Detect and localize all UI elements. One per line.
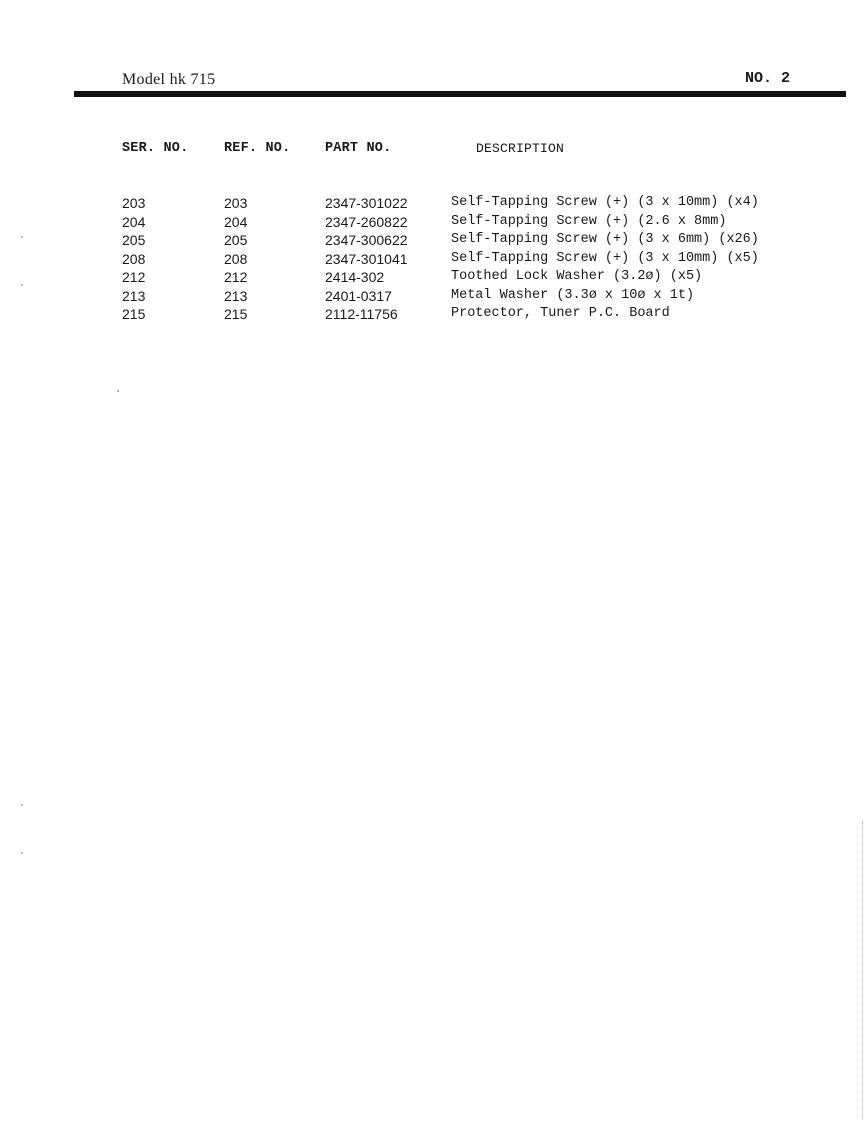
scan-speck xyxy=(117,390,119,392)
ser-no-cell: 213 xyxy=(122,287,146,304)
table-row xyxy=(0,269,865,288)
scan-speck xyxy=(21,852,23,854)
ser-no-cell: 212 xyxy=(122,269,146,285)
ref-no-cell: 212 xyxy=(224,269,248,285)
header-rule xyxy=(74,91,846,97)
ser-no-cell: 203 xyxy=(122,195,146,211)
description-cell: Protector, Tuner P.C. Board xyxy=(451,306,670,321)
ser-no-cell: 215 xyxy=(122,306,146,322)
table-row xyxy=(0,232,865,251)
ref-no-cell: 215 xyxy=(224,306,248,322)
ser-no-cell: 208 xyxy=(122,250,146,267)
scan-speck xyxy=(21,236,23,238)
part-no-cell: 2347-301041 xyxy=(325,250,408,267)
ref-no-cell: 203 xyxy=(224,195,248,211)
scan-speck xyxy=(21,804,23,806)
description-cell: Metal Washer (3.3ø x 10ø x 1t) xyxy=(451,287,695,303)
description-cell: Self-Tapping Screw (+) (3 x 10mm) (x5) xyxy=(451,250,759,266)
ser-no-cell: 204 xyxy=(122,213,146,230)
part-no-cell: 2347-301022 xyxy=(325,195,408,211)
description-cell: Self-Tapping Screw (+) (2.6 x 8mm) xyxy=(451,213,727,229)
column-header-ser-no: SER. NO. xyxy=(122,141,189,156)
column-header-ref-no: REF. NO. xyxy=(224,141,291,156)
part-no-cell: 2347-300622 xyxy=(325,232,408,248)
table-row xyxy=(0,195,865,214)
part-no-cell: 2112-11756 xyxy=(325,306,398,322)
part-no-cell: 2414-302 xyxy=(325,269,385,285)
scan-edge-artifact xyxy=(861,820,863,1120)
ref-no-cell: 205 xyxy=(224,232,248,248)
ref-no-cell: 204 xyxy=(224,213,248,230)
ser-no-cell: 205 xyxy=(122,232,146,248)
ref-no-cell: 208 xyxy=(224,250,248,267)
table-row xyxy=(0,251,865,270)
table-row xyxy=(0,288,865,307)
part-no-cell: 2347-260822 xyxy=(325,213,408,230)
page-number: NO. 2 xyxy=(745,70,791,87)
model-title: Model hk 715 xyxy=(122,71,216,88)
scan-speck xyxy=(21,284,23,286)
table-row xyxy=(0,214,865,233)
parts-table xyxy=(0,195,865,325)
description-cell: Self-Tapping Screw (+) (3 x 10mm) (x4) xyxy=(451,195,759,210)
table-row xyxy=(0,306,865,325)
ref-no-cell: 213 xyxy=(224,287,248,304)
part-no-cell: 2401-0317 xyxy=(325,287,392,304)
column-header-part-no: PART NO. xyxy=(325,141,392,156)
description-cell: Self-Tapping Screw (+) (3 x 6mm) (x26) xyxy=(451,232,759,247)
column-header-description: DESCRIPTION xyxy=(476,141,565,156)
description-cell: Toothed Lock Washer (3.2ø) (x5) xyxy=(451,269,703,284)
